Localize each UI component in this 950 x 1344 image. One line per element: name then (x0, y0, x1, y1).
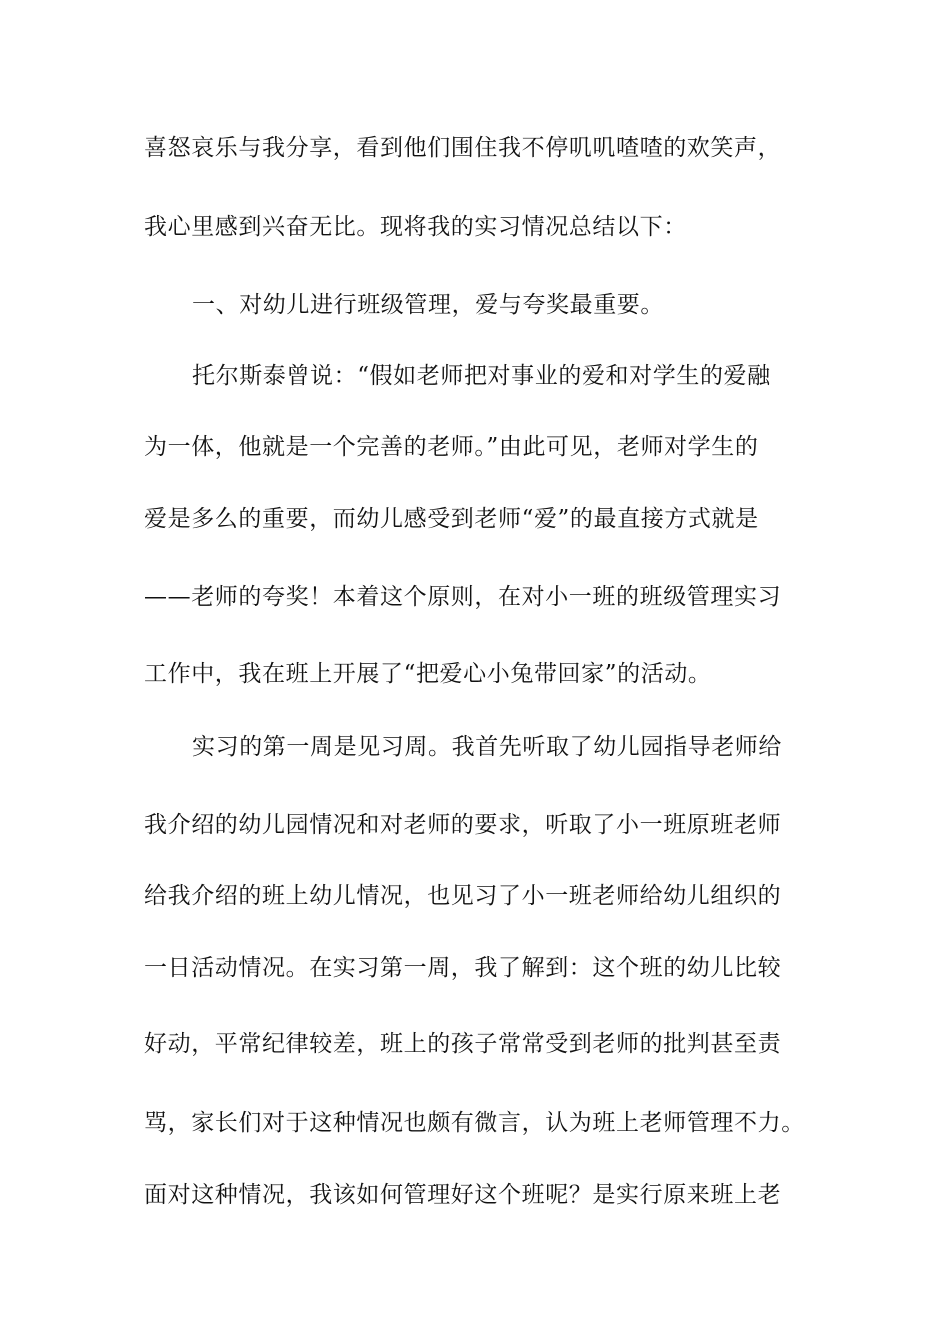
text-line-14: 骂，家长们对于这种情况也颇有微言，认为班上老师管理不力。 (144, 1110, 805, 1136)
text-line-6: 爱是多么的重要，而幼儿感受到老师“爱”的最直接方式就是 (144, 506, 759, 532)
text-line-2: 我心里感到兴奋无比。现将我的实习情况总结以下： (144, 214, 687, 240)
text-line-10: 我介绍的幼儿园情况和对老师的要求，听取了小一班原班老师 (144, 812, 782, 838)
text-line-1: 喜怒哀乐与我分享，看到他们围住我不停叽叽喳喳的欢笑声， (144, 135, 782, 161)
text-line-15: 面对这种情况，我该如何管理好这个班呢？是实行原来班上老 (144, 1182, 782, 1208)
text-line-7: ——老师的夸奖！本着这个原则，在对小一班的班级管理实习 (144, 584, 782, 610)
text-line-11: 给我介绍的班上幼儿情况，也见习了小一班老师给幼儿组织的 (144, 883, 782, 909)
text-line-12: 一日活动情况。在实习第一周，我了解到：这个班的幼儿比较 (144, 955, 782, 981)
text-line-5: 为一体，他就是一个完善的老师。”由此可见，老师对学生的 (144, 434, 759, 460)
text-line-8: 工作中，我在班上开展了“把爱心小兔带回家”的活动。 (144, 661, 712, 687)
text-line-13: 好动，平常纪律较差，班上的孩子常常受到老师的批判甚至责 (144, 1031, 782, 1057)
text-line-9: 实习的第一周是见习周。我首先听取了幼儿园指导老师给 (192, 734, 782, 760)
text-line-4: 托尔斯泰曾说：“假如老师把对事业的爱和对学生的爱融 (192, 363, 771, 389)
section-heading: 一、对幼儿进行班级管理，爱与夸奖最重要。 (192, 292, 664, 318)
